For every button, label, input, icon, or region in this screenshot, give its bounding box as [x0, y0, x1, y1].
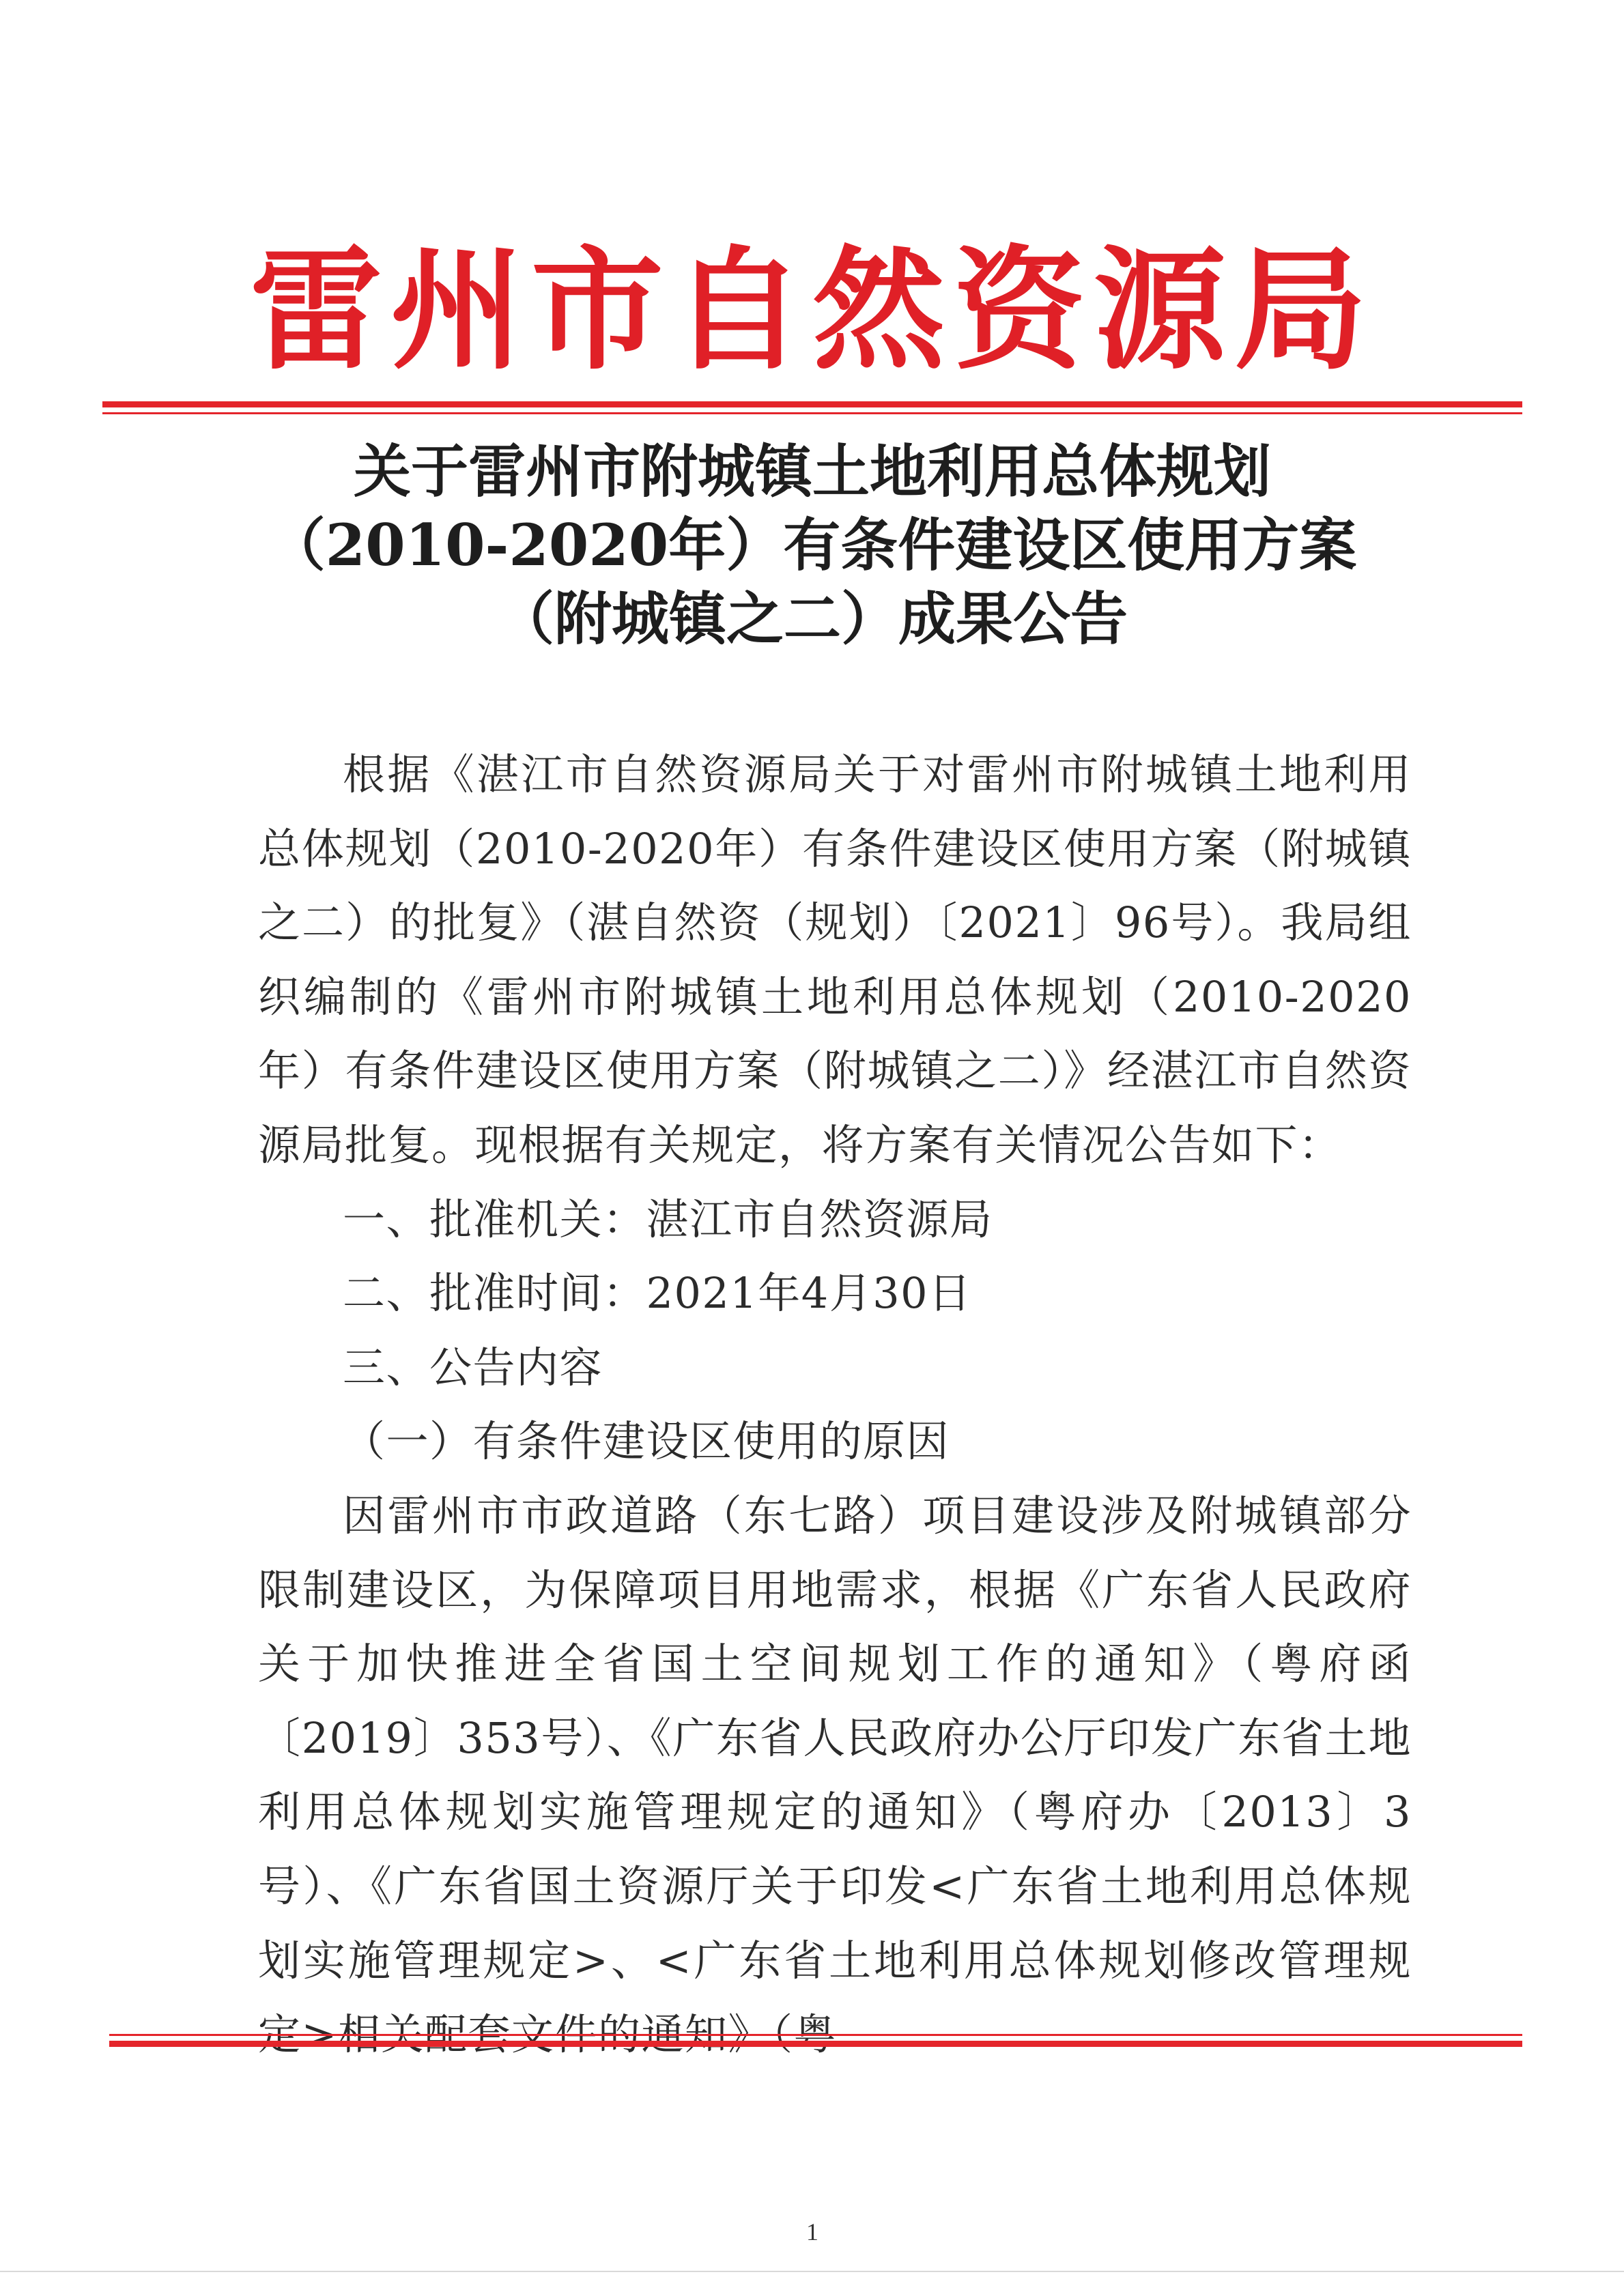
body-item-notice-content: 三、公告内容 [343, 1342, 603, 1392]
body-paragraph-reason: 因雷州市市政道路（东七路）项目建设涉及附城镇部分限制建设区，为保障项目用地需求，根据《广东省人民政府关于加快推进全省国土空间规划工作的通知》（粤府函〔2019〕353号）、《广东省人民政府办公厅印发广东省土地利用总体规划实施管理规定的通知》（粤府办〔2013〕3号）、《广东省国土资源厅关于印发<广东省土地利用总体规划实施管理规定>、<广东省土地利用总体规划修改管理规 [258, 1490, 1412, 1985]
notice-title-line-3: （附城镇之二）成果公告 [496, 585, 1128, 652]
notice-body [258, 738, 1412, 2072]
scan-edge-line [0, 2271, 1624, 2272]
body-item-approval-authority: 一、批准机关：湛江市自然资源局 [343, 1194, 993, 1244]
body-paragraph-intro: 根据《湛江市自然资源局关于对雷州市附城镇土地利用总体规划（2010-2020年）有条件建设区使用方案（附城镇之二）的批复》（湛自然资（规划）〔2021〕96号）。我局组织编制的《雷州市附城镇土地利用总体规划（2010-2020年）有条件建设区使用方案（附城镇之二）》经湛江市自然资源局批复。现根据有关规定，将方案有关情况公告如下： [258, 749, 1412, 1170]
page-number: 1 [806, 2218, 818, 2245]
notice-title-line-1: 关于雷州市附城镇土地利用总体规划 [353, 437, 1271, 505]
letterhead-rule-thin [102, 412, 1522, 414]
letterhead-rule-thick [102, 401, 1522, 407]
footer-rule-thin [109, 2034, 1522, 2036]
notice-title-line-2: （2010-2020年）有条件建设区使用方案 [268, 511, 1357, 579]
footer-rule-thick [109, 2041, 1522, 2047]
body-item-reason-heading: （一）有条件建设区使用的原因 [343, 1416, 950, 1467]
letterhead-title: 雷州市自然资源局 [250, 233, 1375, 388]
body-item-approval-date: 二、批准时间：2021年4月30日 [343, 1268, 972, 1319]
